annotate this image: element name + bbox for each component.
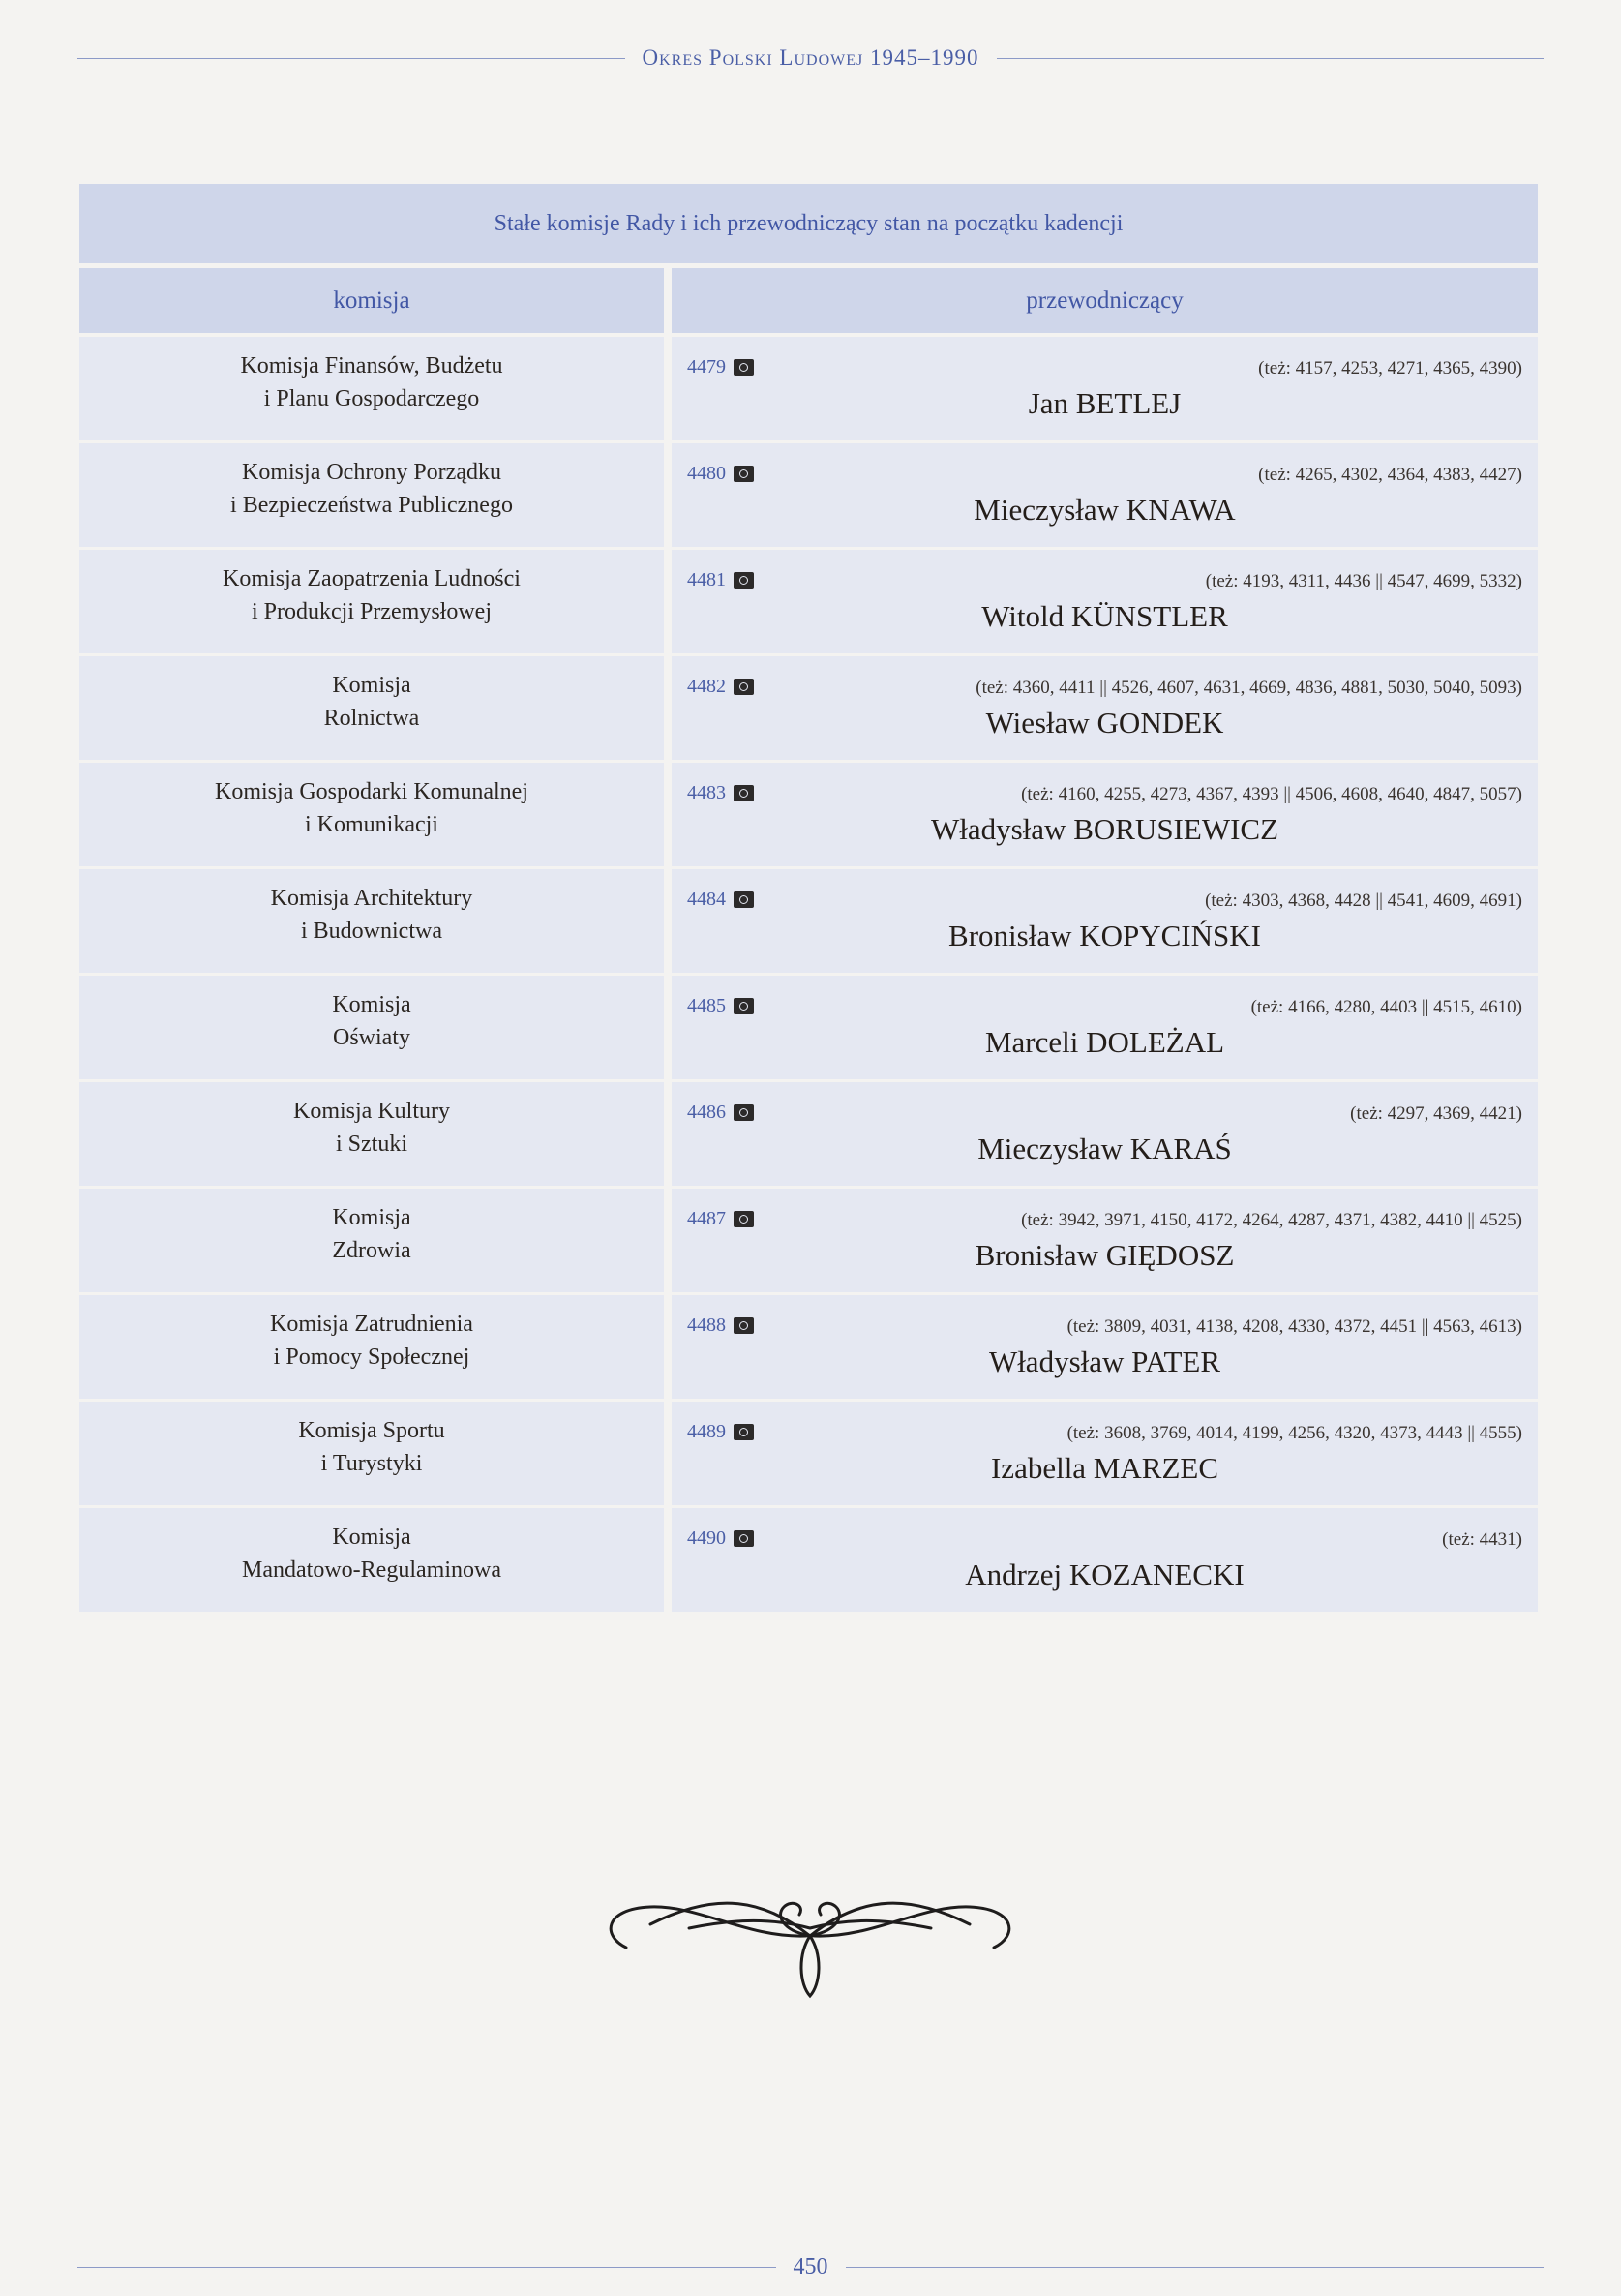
- record-link[interactable]: [687, 1102, 754, 1124]
- cross-references: (też: 3608, 3769, 4014, 4199, 4256, 4320, 4373, 4443 || 4555): [1066, 1423, 1522, 1443]
- photo-icon[interactable]: [734, 785, 754, 801]
- chair-name: Mieczysław KNAWA: [974, 493, 1236, 527]
- chair-cell: [672, 1082, 1538, 1186]
- chair-name: Mieczysław KARAŚ: [977, 1132, 1232, 1165]
- record-number: 4486: [687, 1102, 726, 1123]
- table-row: [79, 1508, 1538, 1612]
- committee-name-line: Komisja: [332, 672, 411, 698]
- committee-name-line: Oświaty: [332, 1024, 410, 1050]
- committee-name-line: Komisja: [332, 991, 411, 1017]
- record-number: 4481: [687, 569, 726, 590]
- header-rule-left: [77, 58, 625, 59]
- chair-name: Andrzej KOZANECKI: [965, 1557, 1245, 1591]
- committee-name-line: i Turystyki: [320, 1450, 423, 1476]
- photo-icon[interactable]: [734, 572, 754, 589]
- chair-name: Witold KÜNSTLER: [981, 599, 1228, 633]
- photo-icon[interactable]: [734, 359, 754, 376]
- cross-references: (też: 3809, 4031, 4138, 4208, 4330, 4372, 4451 || 4563, 4613): [1066, 1316, 1522, 1337]
- chair-cell: [672, 443, 1538, 547]
- table-row: [79, 337, 1538, 440]
- committee-cell: [79, 443, 664, 547]
- chair-name: Władysław BORUSIEWICZ: [930, 812, 1279, 846]
- table-row: [79, 869, 1538, 973]
- chair-cell: [672, 869, 1538, 973]
- table-title: Stałe komisje Rady i ich przewodniczący stan na początku kadencji: [79, 184, 1538, 263]
- table-body: [79, 337, 1538, 1612]
- committee-name-line: i Pomocy Społecznej: [273, 1344, 470, 1370]
- committee-name-line: i Budownictwa: [301, 918, 442, 944]
- record-link[interactable]: [687, 1208, 754, 1230]
- record-number: 4482: [687, 676, 726, 697]
- chair-name: Jan BETLEJ: [1028, 386, 1182, 420]
- record-link[interactable]: [687, 782, 754, 804]
- flourish-ornament: [592, 1878, 1028, 2004]
- photo-icon[interactable]: [734, 891, 754, 908]
- record-link[interactable]: [687, 676, 754, 698]
- cross-references: (też: 4193, 4311, 4436 || 4547, 4699, 5332): [1205, 571, 1522, 591]
- committee-name-line: Komisja Finansów, Budżetu: [240, 352, 503, 378]
- chair-cell: [672, 656, 1538, 760]
- chair-name: Bronisław GIĘDOSZ: [975, 1238, 1235, 1272]
- cross-references: (też: 4265, 4302, 4364, 4383, 4427): [1258, 465, 1522, 485]
- committee-cell: [79, 1295, 664, 1399]
- page-footer: [77, 2248, 1544, 2286]
- record-link[interactable]: [687, 889, 754, 911]
- photo-icon[interactable]: [734, 1104, 754, 1121]
- chair-cell: [672, 1402, 1538, 1505]
- chair-cell: [672, 1295, 1538, 1399]
- cross-references: (też: 4160, 4255, 4273, 4367, 4393 || 4506, 4608, 4640, 4847, 5057): [1021, 784, 1522, 804]
- chair-cell: [672, 550, 1538, 653]
- committee-cell: [79, 869, 664, 973]
- chair-name: Marceli DOLEŻAL: [984, 1025, 1225, 1059]
- table-row: [79, 976, 1538, 1079]
- column-header-chair: przewodniczący: [672, 268, 1538, 333]
- record-number: 4479: [687, 356, 726, 378]
- table-row: [79, 1295, 1538, 1399]
- committee-name-line: Komisja Zatrudnienia: [270, 1311, 473, 1337]
- committee-name-line: Mandatowo-Regulaminowa: [242, 1556, 501, 1583]
- record-link[interactable]: [687, 1421, 754, 1443]
- table-row: [79, 656, 1538, 760]
- committee-cell: [79, 1508, 664, 1612]
- running-header-title: Okres Polski Ludowej 1945–1990: [642, 45, 979, 70]
- table-row: [79, 1082, 1538, 1186]
- committee-name-line: Komisja: [332, 1204, 411, 1230]
- committee-cell: [79, 1189, 664, 1292]
- record-number: 4485: [687, 995, 726, 1016]
- chair-cell: [672, 976, 1538, 1079]
- chair-name: Izabella MARZEC: [990, 1451, 1218, 1485]
- photo-icon[interactable]: [734, 1424, 754, 1440]
- record-number: 4484: [687, 889, 726, 910]
- chair-cell: [672, 763, 1538, 866]
- chair-name: Bronisław KOPYCIŃSKI: [948, 919, 1261, 952]
- committee-name-line: i Produkcji Przemysłowej: [252, 598, 492, 624]
- committees-table: [79, 184, 1538, 1615]
- committee-name-line: Komisja Ochrony Porządku: [242, 459, 501, 485]
- table-row: [79, 550, 1538, 653]
- footer-rule-left: [77, 2267, 776, 2268]
- record-link[interactable]: [687, 569, 754, 591]
- cross-references: (też: 4431): [1442, 1529, 1522, 1550]
- running-header: [77, 39, 1544, 77]
- committee-name-line: i Sztuki: [335, 1131, 407, 1157]
- committee-name-line: Zdrowia: [332, 1237, 411, 1263]
- record-number: 4487: [687, 1208, 726, 1229]
- chair-cell: [672, 1189, 1538, 1292]
- cross-references: (też: 4297, 4369, 4421): [1350, 1103, 1522, 1124]
- cross-references: (też: 3942, 3971, 4150, 4172, 4264, 4287, 4371, 4382, 4410 || 4525): [1021, 1210, 1522, 1230]
- committee-name-line: Komisja Kultury: [293, 1098, 450, 1124]
- table-row: [79, 1189, 1538, 1292]
- record-number: 4480: [687, 463, 726, 484]
- committee-cell: [79, 1082, 664, 1186]
- cross-references: (też: 4360, 4411 || 4526, 4607, 4631, 4669, 4836, 4881, 5030, 5040, 5093): [976, 678, 1522, 698]
- photo-icon[interactable]: [734, 1530, 754, 1547]
- cross-references: (też: 4157, 4253, 4271, 4365, 4390): [1258, 358, 1522, 378]
- record-link[interactable]: [687, 463, 754, 485]
- committee-name-line: Komisja Zaopatrzenia Ludności: [223, 565, 521, 591]
- record-number: 4489: [687, 1421, 726, 1442]
- column-header-committee: komisja: [79, 268, 664, 333]
- photo-icon[interactable]: [734, 1211, 754, 1227]
- table-row: [79, 1402, 1538, 1505]
- committee-cell: [79, 337, 664, 440]
- committee-cell: [79, 550, 664, 653]
- page-number: 450: [793, 2253, 828, 2280]
- committee-cell: [79, 976, 664, 1079]
- cross-references: (też: 4166, 4280, 4403 || 4515, 4610): [1250, 997, 1522, 1017]
- photo-icon[interactable]: [734, 679, 754, 695]
- record-number: 4483: [687, 782, 726, 803]
- committee-name-line: Komisja Architektury: [270, 885, 473, 911]
- record-link[interactable]: [687, 995, 754, 1017]
- table-row: [79, 443, 1538, 547]
- committee-name-line: i Komunikacji: [305, 811, 438, 837]
- committee-cell: [79, 763, 664, 866]
- committee-name-line: Komisja: [332, 1524, 411, 1550]
- chair-cell: [672, 1508, 1538, 1612]
- committee-cell: [79, 1402, 664, 1505]
- header-rule-right: [997, 58, 1545, 59]
- committee-name-line: Rolnictwa: [323, 705, 420, 731]
- chair-name: Władysław PATER: [988, 1344, 1221, 1378]
- committee-name-line: i Bezpieczeństwa Publicznego: [230, 492, 513, 518]
- photo-icon[interactable]: [734, 466, 754, 482]
- chair-name: Wiesław GONDEK: [985, 706, 1224, 740]
- record-link[interactable]: [687, 1527, 754, 1550]
- table-header-row: [79, 268, 1538, 333]
- chair-cell: [672, 337, 1538, 440]
- committee-name-line: Komisja Gospodarki Komunalnej: [215, 778, 528, 804]
- record-link[interactable]: [687, 1314, 754, 1337]
- record-number: 4490: [687, 1527, 726, 1549]
- committee-cell: [79, 656, 664, 760]
- table-row: [79, 763, 1538, 866]
- record-link[interactable]: [687, 356, 754, 378]
- photo-icon[interactable]: [734, 1317, 754, 1334]
- record-number: 4488: [687, 1314, 726, 1336]
- committee-name-line: i Planu Gospodarczego: [263, 385, 480, 411]
- committee-name-line: Komisja Sportu: [298, 1417, 445, 1443]
- photo-icon[interactable]: [734, 998, 754, 1014]
- cross-references: (też: 4303, 4368, 4428 || 4541, 4609, 4691): [1205, 891, 1522, 911]
- footer-rule-right: [846, 2267, 1545, 2268]
